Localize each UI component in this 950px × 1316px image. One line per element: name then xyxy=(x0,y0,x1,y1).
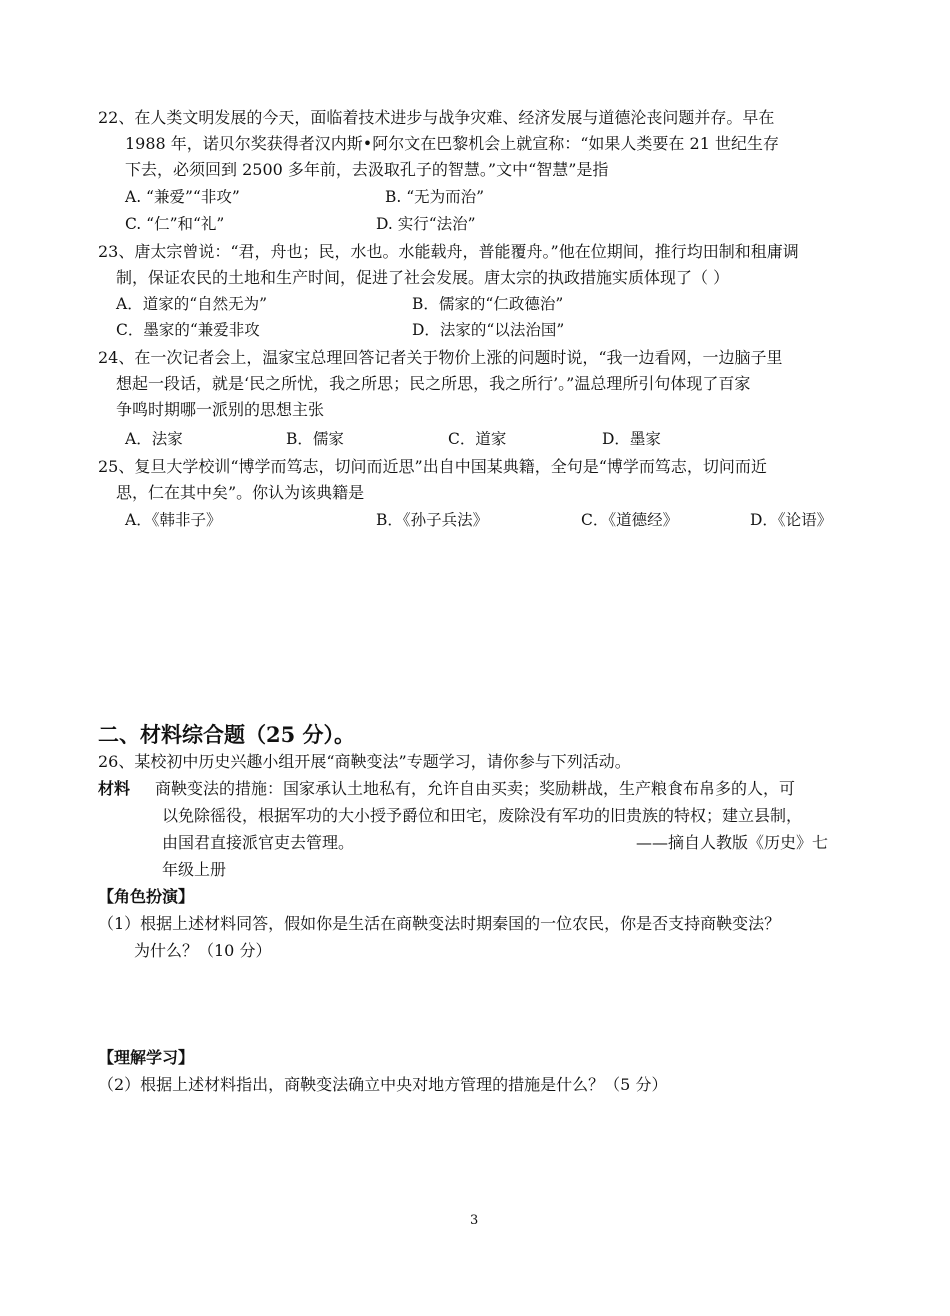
q23-line-2: 制，保证农民的土地和生产时间，促进了社会发展。唐太宗的执政措施实质体现了（ ） xyxy=(116,268,730,287)
part-1-line-2: 为什么？（10 分） xyxy=(134,941,272,960)
q25-option-a: A．《韩非子》 xyxy=(125,511,222,529)
q26-intro: 26、某校初中历史兴趣小组开展“商鞅变法”专题学习，请你参与下列活动。 xyxy=(98,752,631,771)
q23-option-b: B．儒家的“仁政德治” xyxy=(412,295,564,313)
material-line-2: 以免除徭役，根据军功的大小授予爵位和田宅，废除没有军功的旧贵族的特权；建立县制， xyxy=(162,806,803,825)
material-label: 材料 xyxy=(98,779,131,798)
q25-option-d: D．《论语》 xyxy=(750,511,833,529)
q24-line-1: 24、在一次记者会上，温家宝总理回答记者关于物价上涨的问题时说，“我一边看网，一边脑子里 xyxy=(98,348,783,367)
q24-option-c: C．道家 xyxy=(448,430,507,448)
q22-line-2: 1988 年，诺贝尔奖获得者汉内斯•阿尔文在巴黎机会上就宣称：“如果人类要在 21 世纪生存 xyxy=(125,134,779,153)
q24-option-a: A．法家 xyxy=(125,430,183,448)
q23-option-c: C．墨家的“兼爱非攻 xyxy=(116,321,260,339)
q22-option-d: D. 实行“法治” xyxy=(376,215,476,233)
q22-line-3: 下去，必须回到 2500 多年前，去汲取孔子的智慧。”文中“智慧”是指 xyxy=(125,160,609,179)
material-line-1: 商鞅变法的措施：国家承认土地私有，允许自由买卖；奖励耕战，生产粮食布帛多的人，可 xyxy=(155,779,796,798)
q25-line-1: 25、复旦大学校训“博学而笃志，切问而近思”出自中国某典籍，全句是“博学而笃志，切问而近 xyxy=(98,457,767,476)
part-2-question: （2）根据上述材料指出，商鞅变法确立中央对地方管理的措施是什么？（5 分） xyxy=(98,1075,668,1094)
q23-option-a: A．道家的“自然无为” xyxy=(116,295,268,313)
understanding-heading: 【理解学习】 xyxy=(98,1048,195,1067)
material-source-1: ——摘自人教版《历史》七 xyxy=(636,833,829,852)
q24-option-d: D．墨家 xyxy=(602,430,661,448)
part-1-line-1: （1）根据上述材料同答，假如你是生活在商鞅变法时期秦国的一位农民，你是否支持商鞅变法？ xyxy=(98,914,781,933)
q25-option-b: B．《孙子兵法》 xyxy=(376,511,489,529)
q24-line-3: 争鸣时期哪一派别的思想主张 xyxy=(116,400,325,419)
q25-line-2: 思，仁在其中矣”。你认为该典籍是 xyxy=(116,483,365,502)
q23-line-1: 23、唐太宗曾说：“君，舟也；民，水也。水能载舟，普能覆舟。”他在位期间，推行均田制和租庸调 xyxy=(98,242,799,261)
material-source-2: 年级上册 xyxy=(162,860,227,879)
q22-option-a: A. “兼爱”“非攻” xyxy=(125,188,240,206)
q22-option-b: B. “无为而治” xyxy=(385,188,485,206)
material-line-3: 由国君直接派官吏去管理。 xyxy=(162,833,355,852)
q22-option-c: C. “仁”和“礼” xyxy=(125,215,225,233)
role-play-heading: 【角色扮演】 xyxy=(98,887,195,906)
page-number: 3 xyxy=(470,1213,479,1228)
q25-option-c: C．《道德经》 xyxy=(581,511,679,529)
q24-option-b: B．儒家 xyxy=(286,430,344,448)
q24-line-2: 想起一段话，就是‘民之所忧，我之所思；民之所思，我之所行’。”温总理所引句体现了百家 xyxy=(116,374,751,393)
section-2-title: 二、材料综合题（25 分）。 xyxy=(98,722,356,747)
q23-option-d: D．法家的“以法治国” xyxy=(412,321,565,339)
q22-line-1: 22、在人类文明发展的今天，面临着技术进步与战争灾难、经济发展与道德沦丧问题并存。早在 xyxy=(98,108,775,127)
